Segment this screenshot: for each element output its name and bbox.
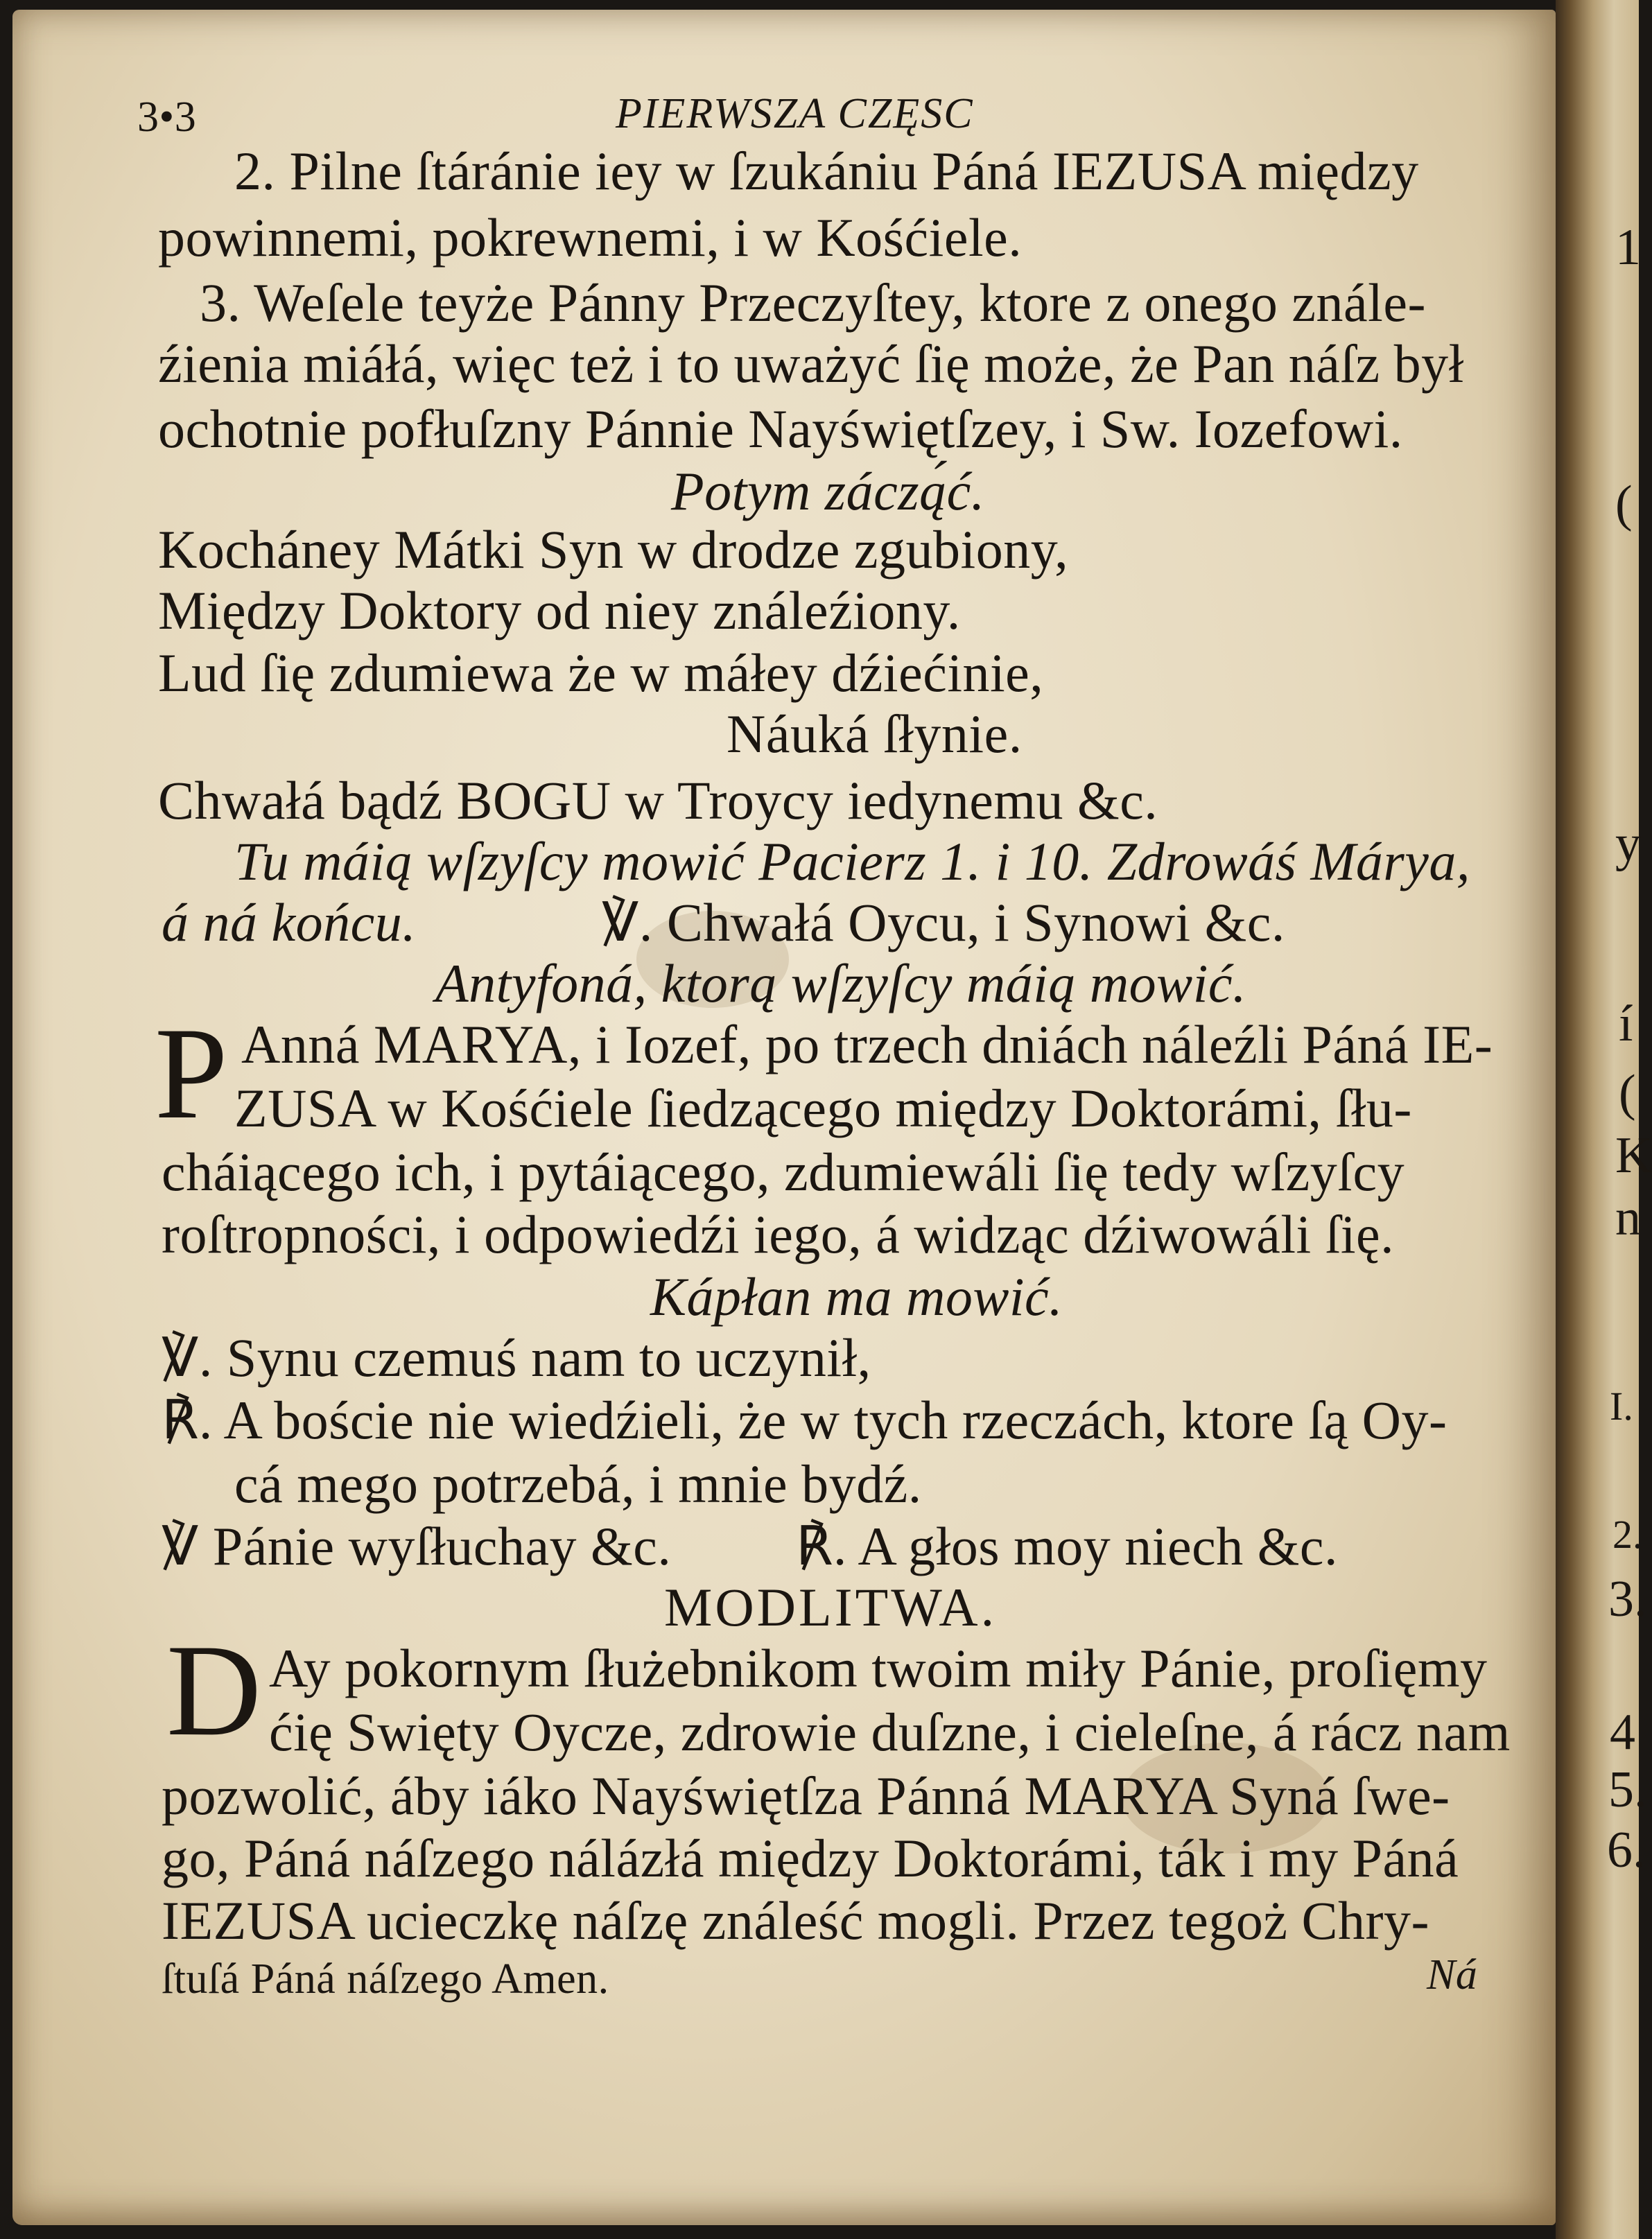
- verse-line: Między Doktory od niey ználeźiony.: [158, 580, 961, 641]
- response-line: ℟. A boście nie wiedźieli, że w tych rzeczách, ktore ſą Oy-: [162, 1390, 1447, 1450]
- drop-cap-p: P: [155, 1001, 228, 1147]
- text-line: cá mego potrzebá, i mnie bydź.: [234, 1454, 922, 1514]
- response-line: ℟. A głos moy niech &c.: [796, 1516, 1338, 1576]
- drop-cap-d: D: [166, 1618, 262, 1763]
- facing-page-char: 1: [1615, 219, 1641, 276]
- facing-page-char: I.: [1610, 1384, 1633, 1429]
- rubric-line: á ná końcu.: [162, 892, 417, 952]
- text-line: ochotnie pofłuſzny Pánnie Nayświętſzey, i Sw. Iozefowi.: [158, 399, 1403, 459]
- text-line: Anná MARYA, i Iozef, po trzech dniách náleźli Páná IE-: [241, 1014, 1493, 1074]
- page-number: 3•3: [137, 94, 197, 141]
- antiphon-heading: Antyfoná, ktorą wſzyſcy máią mowić.: [435, 953, 1246, 1013]
- text-line: 2. Pilne ſtáránie iey w ſzukániu Páná IEZUSA między: [234, 141, 1419, 201]
- versicle-line: ℣. Synu czemuś nam to uczynił,: [162, 1327, 871, 1388]
- facing-page-char: 5.: [1608, 1761, 1647, 1818]
- facing-page-char: (: [1619, 1065, 1636, 1122]
- facing-page-char: n: [1615, 1190, 1641, 1246]
- text-line: źienia miáłá, więc też i to uważyć ſię może, że Pan náſz był: [158, 333, 1464, 394]
- text-line: ćię Swięty Oycze, zdrowie duſzne, i cieleſne, á rácz nam: [269, 1702, 1511, 1762]
- text-line: Ay pokornym ſłużebnikom twoim miły Pánie, proſięmy: [269, 1638, 1488, 1698]
- facing-page-char: K: [1615, 1127, 1652, 1184]
- rubric-line: Tu máią wſzyſcy mowić Pacierz 1. i 10. Zdrowáś Márya,: [234, 831, 1470, 891]
- book-page: [12, 10, 1556, 2225]
- text-line: roſtropności, i odpowiedźi iego, á widząc dźiwowáli ſię.: [162, 1204, 1395, 1264]
- prayer-heading: MODLITWA.: [664, 1577, 998, 1637]
- facing-page-char: 2.: [1612, 1512, 1643, 1557]
- verse-line: Chwałá bądź BOGU w Troycy iedynemu &c.: [158, 770, 1158, 830]
- verse-line: Lud ſię zdumiewa że w máłey dźiećinie,: [158, 643, 1044, 703]
- verse-line: Náuká ſłynie.: [727, 704, 1023, 764]
- facing-page-char: (: [1615, 476, 1633, 532]
- text-line: IEZUSA ucieczkę náſzę ználeść mogli. Przez tegoż Chry-: [162, 1890, 1429, 1951]
- facing-page-char: 4: [1610, 1704, 1635, 1761]
- text-line: pozwolić, áby iáko Nayświętſza Pánná MARYA Syná ſwe-: [162, 1766, 1450, 1826]
- facing-page-char: 3.: [1608, 1571, 1647, 1628]
- text-line: go, Páná náſzego nálázłá między Doktorámi, ták i my Páná: [162, 1828, 1459, 1888]
- facing-page-char: y: [1615, 815, 1641, 872]
- text-line: powinnemi, pokrewnemi, i w Kośćiele.: [158, 207, 1023, 268]
- text-line: ZUSA w Kośćiele ſiedzącego między Doktorámi, ſłu-: [234, 1078, 1412, 1138]
- text-line: ſtuſá Páná náſzego Amen.: [162, 1955, 609, 2003]
- verse-line: Kocháney Mátki Syn w drodze zgubiony,: [158, 519, 1069, 580]
- versicle-line: ℣ Pánie wyſłuchay &c.: [162, 1516, 672, 1576]
- catchword: Ná: [1427, 1951, 1478, 1998]
- facing-page-char: í: [1619, 995, 1633, 1052]
- rubric-heading: Kápłan ma mowić.: [650, 1266, 1063, 1327]
- text-line: cháiącego ich, i pytáiącego, zdumiewáli ſię tedy wſzyſcy: [162, 1142, 1405, 1202]
- rubric-heading: Potym záczą́ć.: [671, 461, 985, 521]
- versicle-line: ℣. Chwałá Oycu, i Synowi &c.: [602, 892, 1285, 952]
- running-title: PIERWSZA CZĘSC: [616, 90, 974, 137]
- facing-page-char: 6.: [1607, 1822, 1646, 1879]
- text-line: 3. Weſele teyże Pánny Przeczyſtey, ktore z onego znále-: [200, 272, 1426, 333]
